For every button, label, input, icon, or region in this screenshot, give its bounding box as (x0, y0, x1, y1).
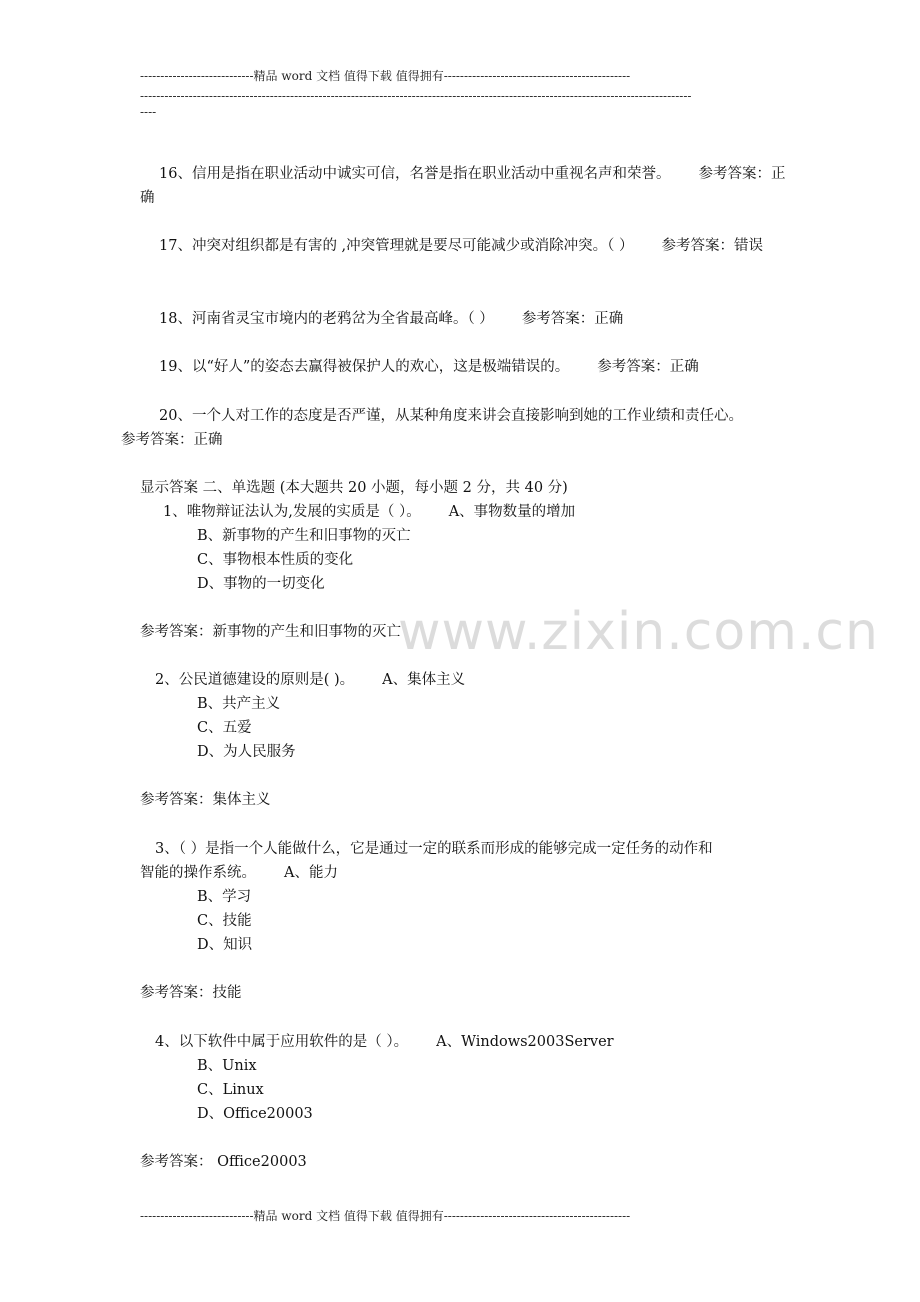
question-text: 19、以“好人”的姿态去赢得被保护人的欢心，这是极端错误的。 (159, 359, 570, 375)
reference-answer: 参考答案：正确 (521, 311, 624, 327)
reference-answer: 参考答案：正确 (121, 432, 223, 448)
option-a: A、集体主义 (382, 672, 466, 688)
choice-question-4 (155, 1032, 614, 1052)
choice-question-3: 3、（ ）是指一个人能做什么，它是通过一定的联系而形成的能够完成一定任务的动作和 (155, 841, 713, 857)
option-a: A、能力 (284, 865, 338, 881)
question-stem: 1、唯物辩证法认为,发展的实质是（ ）。 (163, 504, 421, 520)
option-c: C、事物根本性质的变化 (197, 552, 354, 568)
reference-answer: 参考答案： Office20003 (140, 1154, 307, 1170)
question-19 (159, 357, 699, 377)
reference-answer: 参考答案：正确 (140, 166, 786, 206)
question-stem: 2、公民道德建设的原则是( )。 (155, 672, 355, 688)
option-a: A、事物数量的增加 (448, 504, 576, 520)
question-20 (121, 404, 800, 452)
header-banner: ----------------------------精品 word 文档 值得下载 值得拥有---------------------------------------------- (140, 69, 631, 83)
reference-answer: 参考答案：技能 (140, 985, 242, 1001)
choice-question-2 (155, 670, 465, 690)
option-c: C、技能 (197, 913, 252, 929)
header-rule-tail: ---- (140, 105, 157, 119)
question-text: 16、信用是指在职业活动中诚实可信，名誉是指在职业活动中重视名声和荣誉。 (159, 166, 671, 182)
option-b: B、Unix (197, 1058, 257, 1074)
reference-answer: 参考答案：错误 (661, 238, 764, 254)
option-b: B、学习 (197, 889, 252, 905)
option-c: C、五爱 (197, 720, 252, 736)
question-stem: 智能的操作系统。 (140, 865, 256, 881)
question-text: 20、一个人对工作的态度是否严谨，从某种角度来讲会直接影响到她的工作业绩和责任心。 (159, 408, 743, 424)
option-c: C、Linux (197, 1082, 264, 1098)
option-b: B、共产主义 (197, 696, 281, 712)
section-title: 显示答案 二、单选题 (本大题共 20 小题，每小题 2 分，共 40 分) (140, 480, 568, 496)
option-d: D、知识 (197, 937, 253, 953)
option-b: B、新事物的产生和旧事物的灭亡 (197, 528, 411, 544)
footer-banner: ----------------------------精品 word 文档 值得下载 值得拥有---------------------------------------------- (140, 1209, 631, 1223)
question-16 (140, 162, 788, 210)
header-rule: ---------------------------------------------------------------------------------------------------------------------------------------- (140, 89, 692, 103)
question-text: 17、冲突对组织都是有害的 ,冲突管理就是要尽可能减少或消除冲突。（ ） (159, 238, 634, 254)
question-18 (159, 309, 623, 329)
option-a: A、Windows2003Server (436, 1034, 614, 1050)
watermark: www.zixin.com.cn (398, 602, 879, 662)
reference-answer: 参考答案：新事物的产生和旧事物的灭亡 (140, 624, 401, 640)
reference-answer: 参考答案：集体主义 (140, 792, 271, 808)
option-d: D、Office20003 (197, 1106, 313, 1122)
option-d: D、为人民服务 (197, 744, 296, 760)
choice-question-3-cont (140, 863, 338, 883)
option-d: D、事物的一切变化 (197, 576, 325, 592)
question-17 (140, 234, 788, 258)
reference-answer: 参考答案：正确 (597, 359, 699, 375)
question-stem: 4、以下软件中属于应用软件的是（ ）。 (155, 1034, 409, 1050)
choice-question-1 (163, 502, 575, 522)
question-text: 18、河南省灵宝市境内的老鸦岔为全省最高峰。（ ） (159, 311, 494, 327)
